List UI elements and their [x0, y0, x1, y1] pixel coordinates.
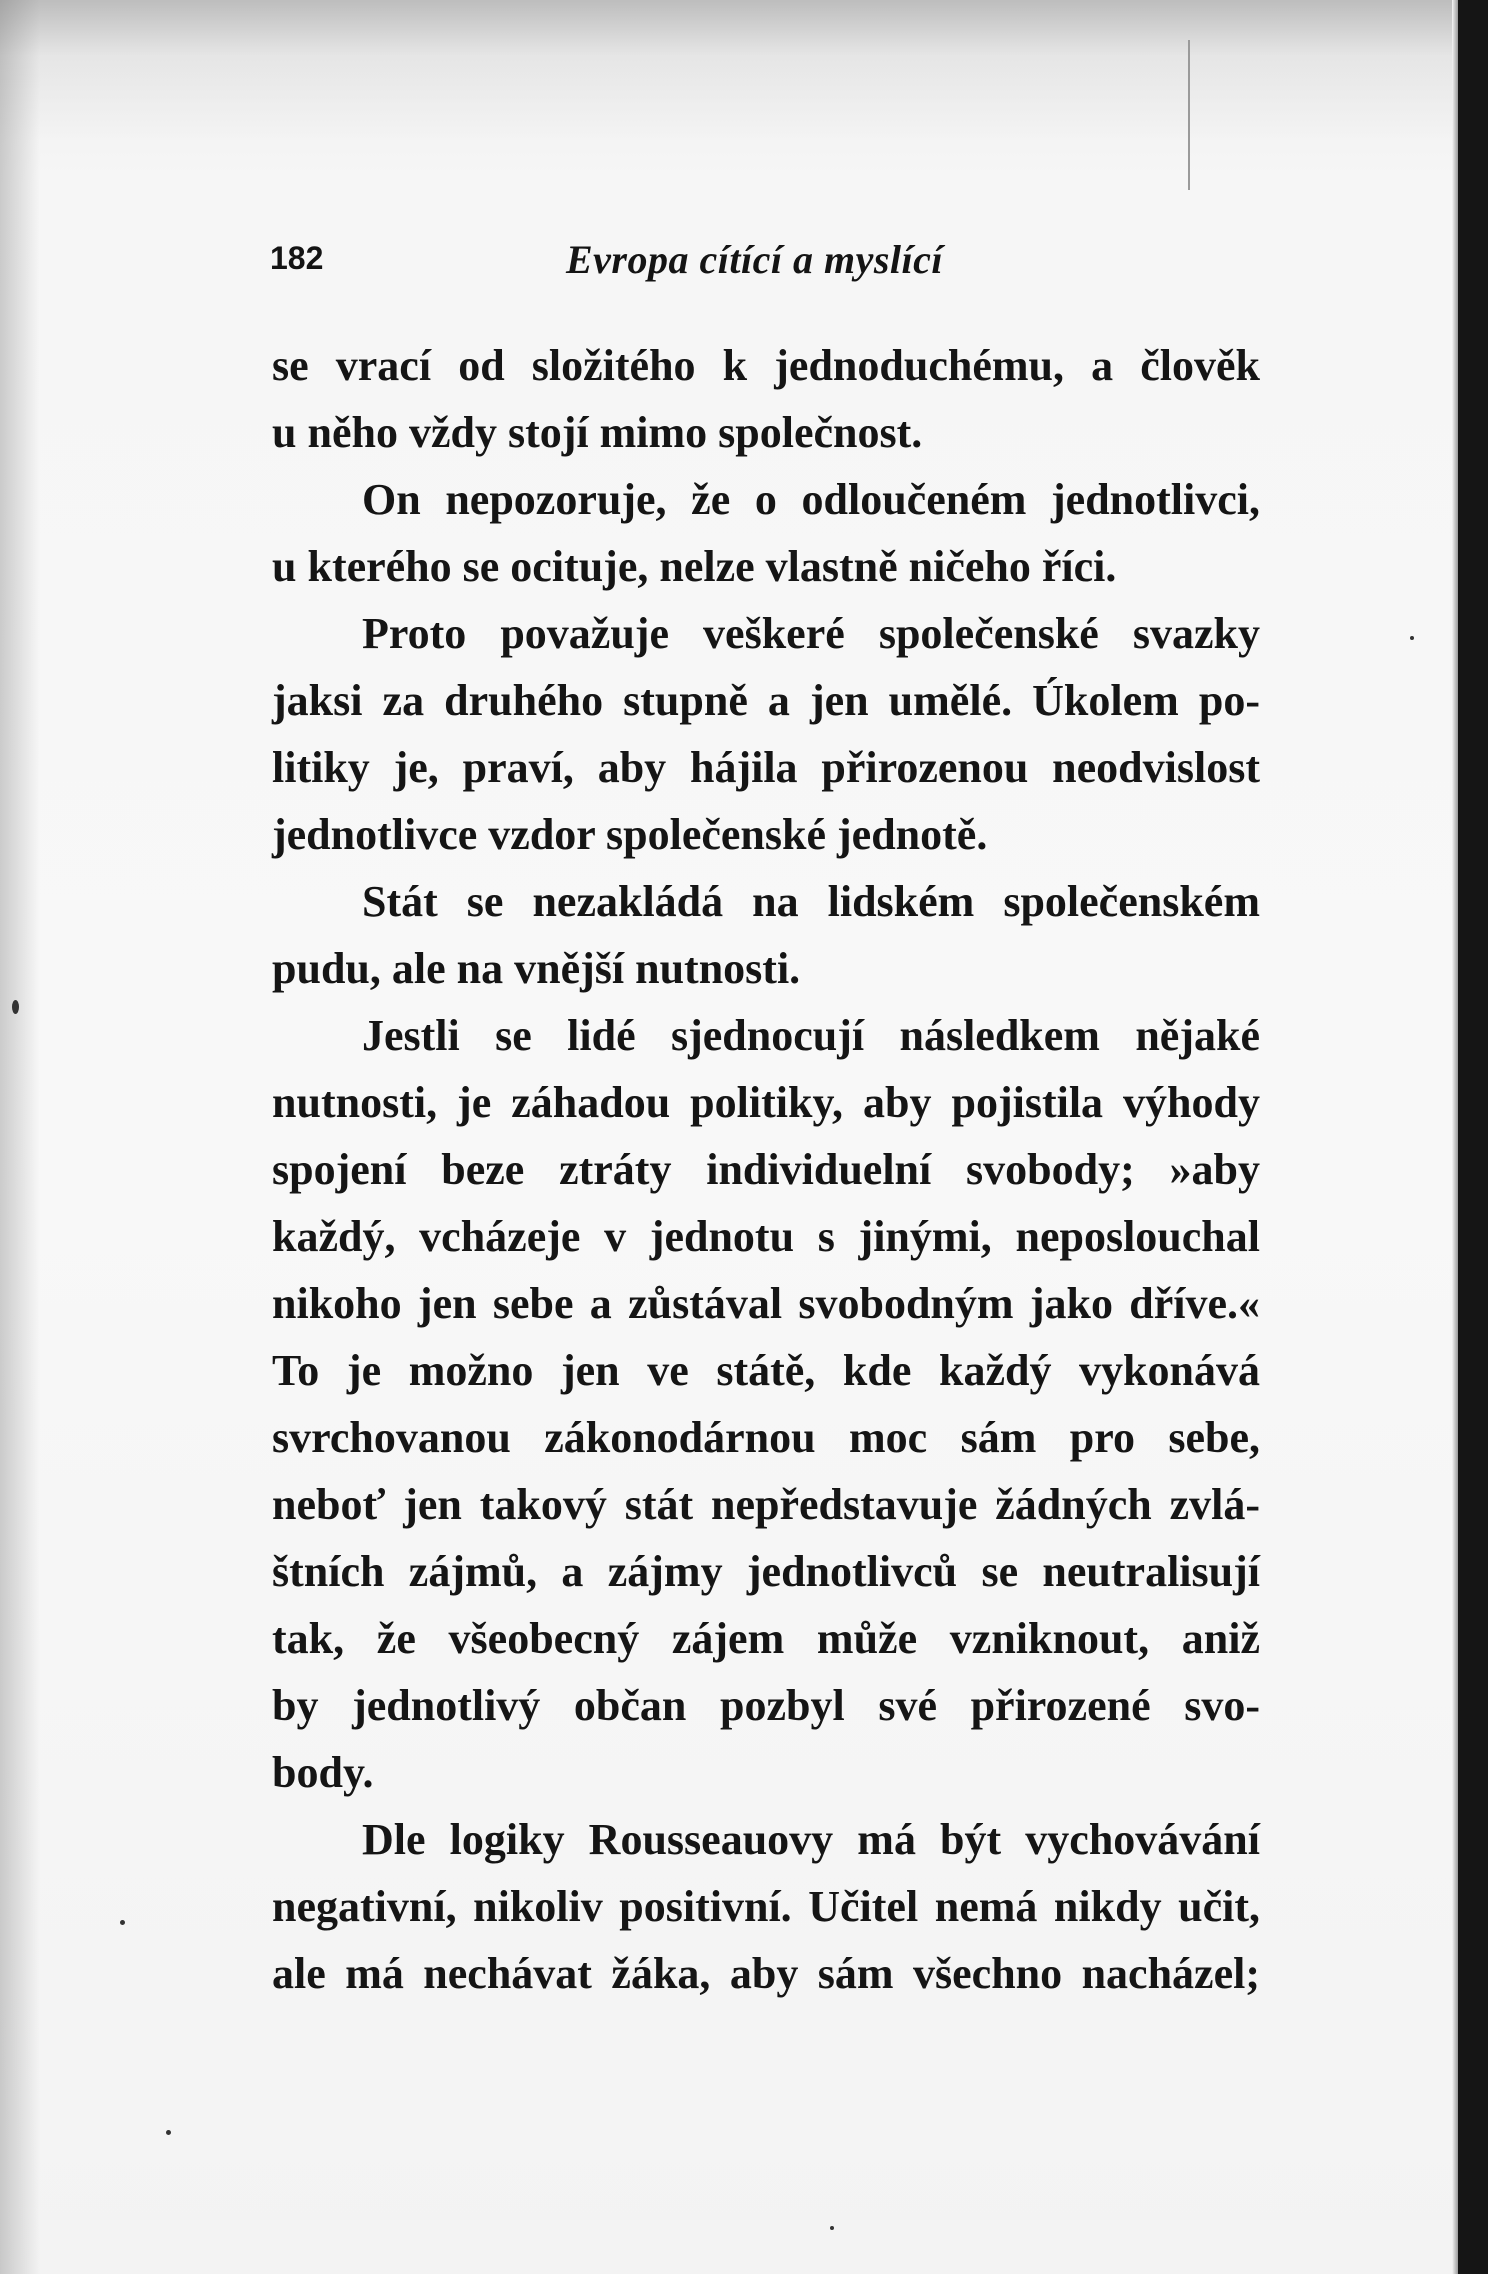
- paragraph: [272, 466, 1260, 600]
- text-line: On nepozoruje, že o odloučeném jednotlivci,: [362, 475, 1260, 524]
- scan-left-shadow: [0, 0, 40, 2274]
- text-line: u kterého se ocituje, nelze vlastně ničeho říci.: [272, 542, 1117, 591]
- text-line: litiky je, praví, aby hájila přirozenou neodvislost: [272, 743, 1260, 792]
- text-line: štních zájmů, a zájmy jednotlivců se neutralisují: [272, 1547, 1260, 1596]
- text-line: ale má nechávat žáka, aby sám všechno nacházel;: [272, 1949, 1260, 1998]
- text-line: negativní, nikoliv positivní. Učitel nemá nikdy učit,: [272, 1882, 1260, 1931]
- text-line: To je možno jen ve státě, kde každý vykonává: [272, 1346, 1260, 1395]
- paragraph: [272, 332, 1260, 466]
- text-line: jaksi za druhého stupně a jen umělé. Úkolem po-: [272, 676, 1260, 725]
- text-line: spojení beze ztráty individuelní svobody; »aby: [272, 1145, 1260, 1194]
- scan-speck: [12, 1000, 19, 1014]
- scan-speck: [830, 2226, 834, 2230]
- text-line: svrchovanou zákonodárnou moc sám pro sebe,: [272, 1413, 1260, 1462]
- scan-dark-border: [1458, 0, 1488, 2274]
- paragraph: [272, 868, 1260, 1002]
- text-line: každý, vcházeje v jednotu s jinými, neposlouchal: [272, 1212, 1260, 1261]
- text-line: Stát se nezakládá na lidském společenském: [362, 877, 1260, 926]
- scan-speck: [166, 2130, 171, 2135]
- scan-top-shadow: [0, 0, 1458, 140]
- paragraph: [272, 600, 1260, 868]
- running-title: Evropa cítící a myslící: [566, 237, 943, 282]
- page-header: [270, 236, 1270, 296]
- paragraph: [272, 1806, 1260, 2007]
- text-line: body.: [272, 1748, 374, 1797]
- paragraph: [272, 1002, 1260, 1806]
- text-line: Dle logiky Rousseauovy má být vychovávání: [362, 1815, 1260, 1864]
- scan-speck: [1410, 636, 1414, 640]
- scan-edge-line: [1188, 40, 1190, 190]
- text-line: nikoho jen sebe a zůstával svobodným jako dříve.«: [272, 1279, 1260, 1328]
- text-line: Proto považuje veškeré společenské svazky: [362, 609, 1260, 658]
- text-line: by jednotlivý občan pozbyl své přirozené svo-: [272, 1681, 1260, 1730]
- page-number: 182: [270, 240, 324, 276]
- text-line: tak, že všeobecný zájem může vzniknout, aniž: [272, 1614, 1260, 1663]
- text-line: neboť jen takový stát nepředstavuje žádných zvlá-: [272, 1480, 1260, 1529]
- text-line: Jestli se lidé sjednocují následkem nějaké: [362, 1011, 1260, 1060]
- text-line: u něho vždy stojí mimo společnost.: [272, 408, 923, 457]
- text-line: nutnosti, je záhadou politiky, aby pojistila výhody: [272, 1078, 1260, 1127]
- text-line: jednotlivce vzdor společenské jednotě.: [272, 810, 988, 859]
- text-line: pudu, ale na vnější nutnosti.: [272, 944, 801, 993]
- text-line: se vrací od složitého k jednoduchému, a člověk: [272, 341, 1260, 390]
- body-text: [272, 332, 1260, 2007]
- scan-speck: [120, 1920, 125, 1925]
